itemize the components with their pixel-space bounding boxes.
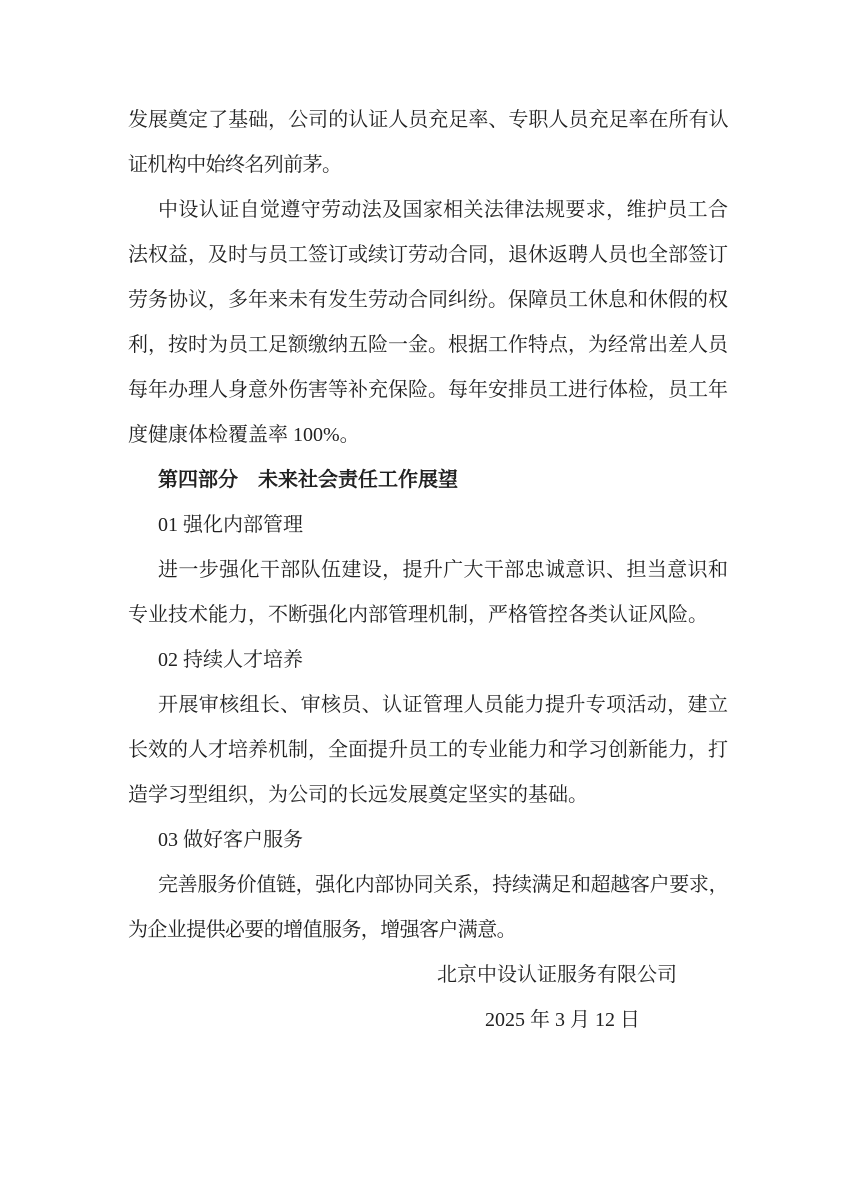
paragraph-customer-service: 完善服务价值链，强化内部协同关系，持续满足和超越客户要求，为企业提供必要的增值服务，增强客户满意。 [128,874,728,941]
sub-heading-01-internal-management: 01 强化内部管理 [158,514,303,536]
sub-heading-03-customer-service: 03 做好客户服务 [158,829,303,851]
sub-heading-02-talent-development: 02 持续人才培养 [158,649,303,671]
section-heading-part4-future-csr-outlook: 第四部分 未来社会责任工作展望 [158,469,458,491]
signature-block [128,953,728,1043]
document-content [128,98,728,1043]
signature-date: 2025 年 3 月 12 日 [485,1009,640,1031]
paragraph-labor-law-compliance: 中设认证自觉遵守劳动法及国家相关法律法规要求，维护员工合法权益，及时与员工签订或续订劳动合同，退休返聘人员也全部签订劳务协议，多年来未有发生劳动合同纠纷。保障员工休息和休假的权利，按时为员工足额缴纳五险一金。根据工作特点，为经常出差人员每年办理人身意外伤害等补充保险。每年安排员工进行体检，员工年度健康体检覆盖率 100%。 [128,199,728,446]
paragraph-staffing-adequacy: 发展奠定了基础，公司的认证人员充足率、专职人员充足率在所有认证机构中始终名列前茅。 [128,109,728,176]
signature-company-name: 北京中设认证服务有限公司 [437,964,677,986]
paragraph-talent-development: 开展审核组长、审核员、认证管理人员能力提升专项活动，建立长效的人才培养机制，全面提升员工的专业能力和学习创新能力，打造学习型组织，为公司的长远发展奠定坚实的基础。 [128,694,728,806]
paragraph-internal-management: 进一步强化干部队伍建设，提升广大干部忠诚意识、担当意识和专业技术能力，不断强化内部管理机制，严格管控各类认证风险。 [128,559,728,626]
